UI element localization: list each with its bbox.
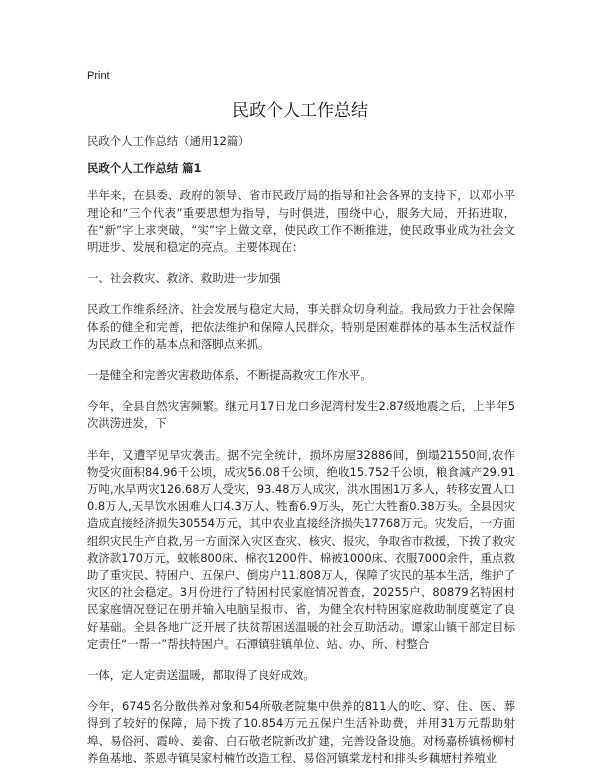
page-title: 民政个人工作总结 [232,101,368,121]
paragraph-heading-1: 一、社会救灾、救济、救助进一步加强 [87,271,281,286]
document-subtitle: 民政个人工作总结（通用12篇） [87,134,250,148]
paragraph-disaster: 今年，全县自然灾害频繁。继元月17日龙口乡泥湾村发生2.87级地震之后，上半年5次洪涝迸发，下 [87,399,515,431]
paragraph-support: 今年，6745名分散供养对象和54所敬老院集中供养的811人的吃、穿、住、医、葬得到了较好的保障，局下拨了10.854万元五保户生活补助费，并用31万元帮助射埠、易俗河、霞岭、姜畲、白石敬老院新改扩建，完善设备设施。对杨嘉桥镇杨柳村养鱼基地、茶恩寺镇吴家村楠竹改造工程、易俗河镇棠龙村和排头乡藕塘村养殖业 [87,699,515,765]
document-body [87,133,515,781]
paragraph-results: 一体，定人定责送温暖，都取得了良好成效。 [87,668,315,683]
print-link[interactable]: Print [87,70,110,82]
paragraph-guarantee: 民政工作维系经济、社会发展与稳定大局，事关群众切身利益。我局致力于社会保障体系的健全和完善，把依法维护和保障人民群众，特别是困难群体的基本生活权益作为民政工作的基本点和落脚点来抓。 [87,302,515,351]
paragraph-point-1: 一是健全和完善灾害救助体系，不断提高救灾工作水平。 [87,368,372,383]
paragraph-intro: 半年来，在县委、政府的领导、省市民政厅局的指导和社会各界的支持下，以邓小平理论和“三个代表”重要思想为指导，与时俱进，围绕中心，服务大局，开拓进取，在“新”字上求突破，“实”字上做文章，使民政工作不断推进，使民政事业成为社会文明进步、发展和稳定的亮点。主要体现在： [87,188,515,255]
paragraph-drought: 半年，又遭罕见旱灾袭击。据不完全统计，损坏房屋32886间，倒塌21550间,农作物受灾面积84.96千公顷，成灾56.08千公顷，绝收15.752千公顷，粮食减产29.91万吨,水旱两灾126.68万人受灾，93.48万人成灾，洪水围困1万多人，转移安置人口0.8万人,天旱饮水困难人口4.3万人、牲畜6.9万头，死亡大牲畜0.38万头。全县因灾造成直接经济损失30554万元，其中农业直接经济损失17768万元。灾发后，一方面组织灾民生产自救,另一方面深入灾区查灾、核灾、报灾，争取省市救援，下拨了救灾救济款170万元，蚊帐800床、棉衣1200件、棉被1000床、衣服7000余件，重点救助了重灾民、特困户、五保户、倒房户11.808万人，保障了灾民的基本生活，维护了灾区的社会稳定。3月份进行了特困村民家庭情况普查，20255户、80879名特困村民家庭情况登记在册并输入电脑呈报市、省，为健全农村特困家庭救助制度奠定了良好基础。全县各地广泛开展了扶贫帮困送温暖的社会互助活动。谭家山镇干部定目标定责任“一帮一”帮扶特困户。石潭镇驻镇单位、站、办、所、村整合 [87,447,515,651]
section-heading: 民政个人工作总结 篇1 [87,161,202,176]
